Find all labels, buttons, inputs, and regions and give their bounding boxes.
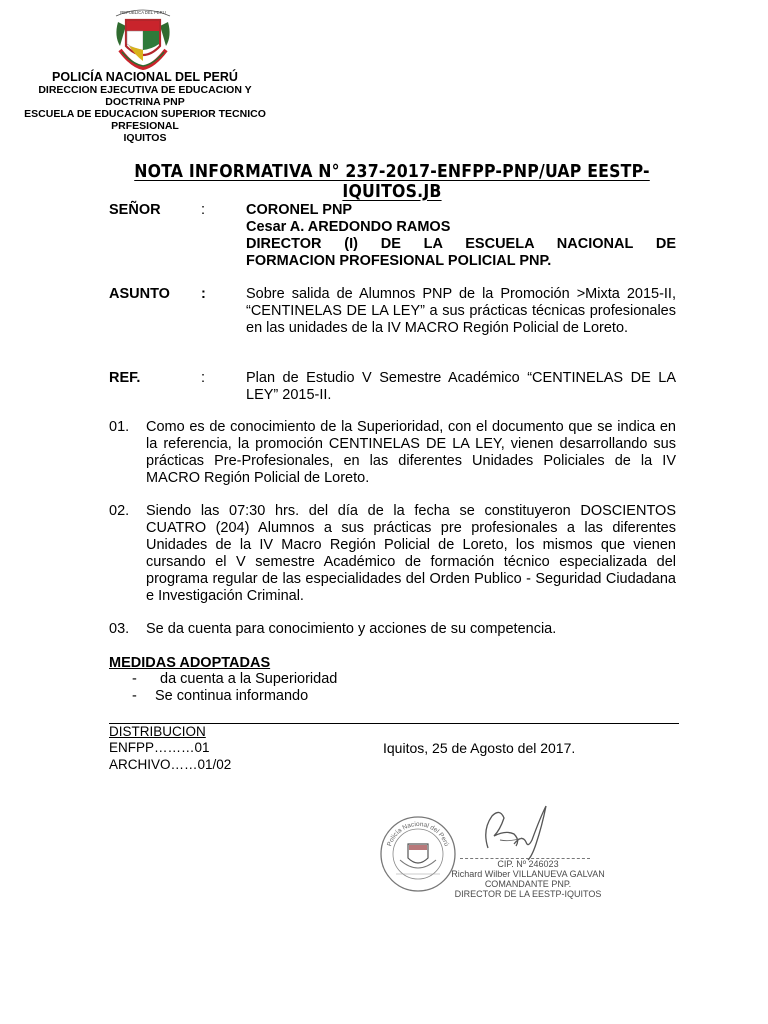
institution-name: POLICÍA NACIONAL DEL PERÚ	[52, 70, 238, 84]
paragraph-number: 01.	[109, 419, 130, 435]
handwritten-signature	[470, 800, 560, 862]
subheader-line: PRFESIONAL	[111, 120, 179, 132]
place-date: Iquitos, 25 de Agosto del 2017.	[383, 740, 576, 756]
institution-subheader	[0, 84, 290, 144]
subheader-line: DOCTRINA PNP	[105, 96, 185, 108]
ref-colon: :	[201, 370, 206, 386]
crest-label: REPUBLICA DEL PERU	[120, 10, 166, 15]
senor-colon: :	[201, 202, 206, 218]
ref-text: Plan de Estudio V Semestre Académico “CENTINELAS DE LA LEY” 2015-II.	[246, 370, 676, 403]
paragraph-text: Se da cuenta para conocimiento y acciones de su competencia.	[146, 621, 557, 637]
addressee-rank: CORONEL PNP	[246, 202, 353, 218]
subheader-line: DIRECCION EJECUTIVA DE EDUCACION Y	[38, 84, 252, 96]
distribution-line: ENFPP………01	[109, 740, 210, 755]
peru-coat-of-arms-icon	[112, 6, 174, 72]
asunto-label: ASUNTO	[109, 286, 170, 302]
distribution-line: ARCHIVO……01/02	[109, 757, 232, 772]
addressee-position: DIRECTOR (I) DE LA ESCUELA NACIONAL DE	[246, 236, 676, 252]
subheader-line: ESCUELA DE EDUCACION SUPERIOR TECNICO	[24, 108, 266, 120]
distribution-title: DISTRIBUCION	[109, 724, 206, 739]
addressee-institution: FORMACION PROFESIONAL POLICIAL PNP.	[246, 253, 552, 269]
paragraph-text: Como es de conocimiento de la Superioridad, con el documento que se indica en la referencia, la promoción CENTINELAS DE LA LEY, vienen desarrollando sus prácticas Pre-Profesionales, en las diferentes Unidades Policiales de la IV MACRO Región Policial de Loreto.	[146, 419, 676, 486]
document-title: NOTA INFORMATIVA N° 237-2017-ENFPP-PNP/UAP EESTP-IQUITOS.JB	[134, 162, 650, 202]
addressee-name: Cesar A. AREDONDO RAMOS	[246, 219, 451, 235]
seal-text: Policía Nacional del Perú	[386, 820, 450, 848]
paragraph-number: 03.	[109, 621, 130, 637]
ref-label: REF.	[109, 370, 141, 386]
paragraph-number: 02.	[109, 503, 130, 519]
subheader-line: IQUITOS	[123, 132, 167, 144]
addressee-block	[246, 202, 676, 270]
signer-name: Richard Wilber VILLANUEVA GALVAN	[451, 869, 605, 879]
list-bullet: -	[132, 688, 137, 704]
signer-position: DIRECTOR DE LA EESTP-IQUITOS	[454, 889, 602, 899]
signer-rank: COMANDANTE PNP.	[484, 879, 572, 889]
paragraph-text: Siendo las 07:30 hrs. del día de la fecha se constituyeron DOSCIENTOS CUATRO (204) Alumnos a sus prácticas pre profesionales a las diferentes Unidades de la IV Macro Región Policial de Loreto, los mismos que vienen cursando el V semestre Académico de formación técnico especializada del programa regular de las especialidades del Orden Publico - Seguridad Ciudadana e Investigación Criminal.	[146, 503, 676, 604]
signer-cip: CIP. Nº 246023	[497, 859, 559, 869]
measures-title: MEDIDAS ADOPTADAS	[109, 655, 271, 671]
list-item: Se continua informando	[155, 688, 309, 704]
senor-label: SEÑOR	[109, 202, 161, 218]
asunto-colon: :	[201, 286, 206, 302]
list-bullet: -	[132, 671, 137, 687]
asunto-text: Sobre salida de Alumnos PNP de la Promoción >Mixta 2015-II, “CENTINELAS DE LA LEY” a sus prácticas técnicas profesionales en las unidades de la IV MACRO Región Policial de Loreto.	[246, 286, 676, 336]
list-item: da cuenta a la Superioridad	[160, 671, 338, 687]
police-seal-stamp	[378, 814, 458, 894]
